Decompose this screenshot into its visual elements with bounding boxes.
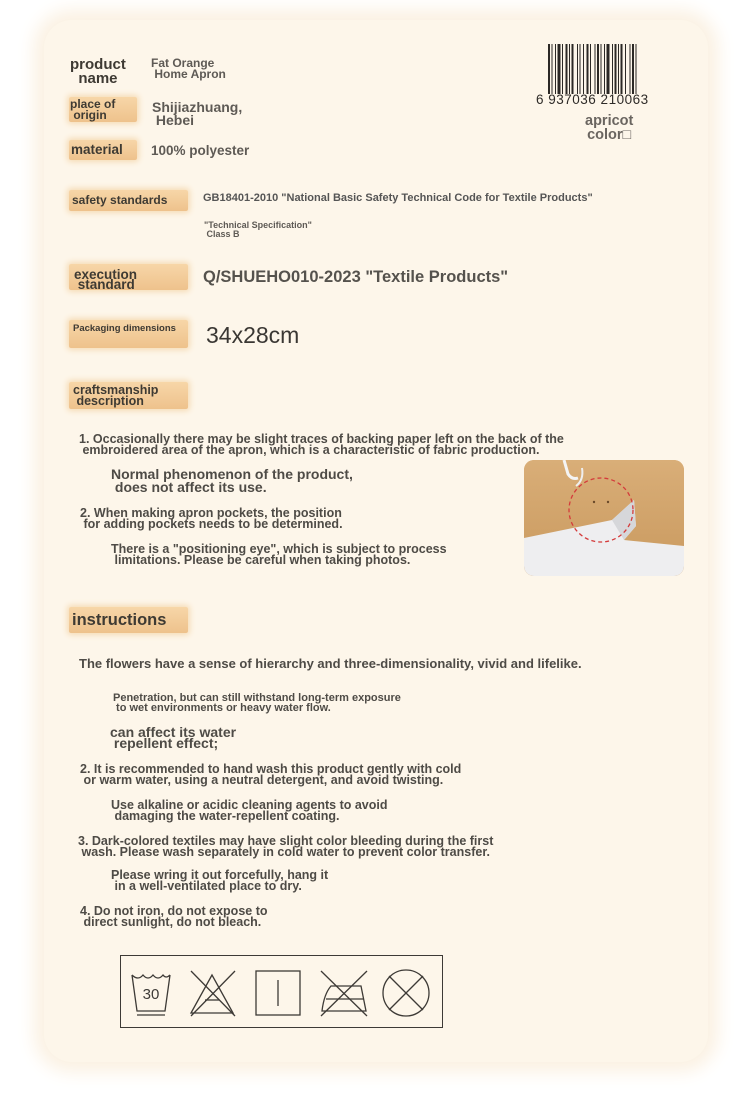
craftsmanship-item-2: 2. When making apron pockets, the position for adding pockets needs to be determined. — [80, 506, 343, 531]
craftsmanship-description-label: craftsmanship description — [69, 382, 188, 409]
no-bleach-icon — [191, 971, 235, 1016]
instructions-item-2-note: Use alkaline or acidic cleaning agents to avoid damaging the water-repellent coating. — [111, 798, 388, 823]
product-name-label: product name — [70, 56, 126, 87]
safety-standards-class: "Technical Specification" Class B — [204, 220, 312, 239]
no-iron-icon — [321, 971, 367, 1016]
packaging-dimensions-value: 34x28cm — [206, 322, 300, 348]
craftsmanship-item-1: 1. Occasionally there may be slight traces of backing paper left on the back of the embroidered area of the apron, which is a characteristic of fabric production. — [79, 432, 564, 457]
instructions-label: instructions — [69, 607, 188, 633]
product-name-value: Fat Orange Home Apron — [151, 56, 226, 81]
place-of-origin-value: Shijiazhuang, Hebei — [152, 99, 243, 128]
instructions-headline: The flowers have a sense of hierarchy and three-dimensionality, vivid and lifelike. — [79, 656, 582, 671]
material-value: 100% polyester — [151, 143, 250, 158]
packaging-dimensions-label: Packaging dimensions — [69, 320, 188, 348]
instructions-item-4: 4. Do not iron, do not expose to direct sunlight, do not bleach. — [80, 904, 268, 929]
no-dry-clean-icon — [383, 970, 429, 1016]
place-of-origin-label: place of origin — [69, 97, 137, 122]
apron-pocket-photo — [524, 460, 684, 576]
instructions-item-3-note: Please wring it out forcefully, hang it in a well-ventilated place to dry. — [111, 868, 329, 893]
barcode-number: 6 937036 210063 — [536, 92, 649, 107]
instructions-item-3: 3. Dark-colored textiles may have slight color bleeding during the first wash. Please wash separately in cold water to prevent color transfer. — [78, 834, 494, 859]
craftsmanship-item-2-note: There is a "positioning eye", which is subject to process limitations. Please be careful when taking photos. — [111, 542, 447, 567]
safety-standards-value: GB18401-2010 "National Basic Safety Technical Code for Textile Products" — [203, 192, 593, 204]
safety-standards-label: safety standards — [69, 190, 188, 211]
instructions-note-b: can affect its water repellent effect; — [110, 724, 237, 751]
color-value: apricot color□ — [585, 113, 634, 143]
care-symbols-box — [120, 955, 443, 1028]
craftsmanship-item-1-note: Normal phenomenon of the product, does not affect its use. — [111, 466, 353, 495]
material-label: material — [69, 140, 137, 160]
barcode — [547, 44, 679, 94]
line-dry-icon — [256, 971, 300, 1015]
execution-standard-label: execution standard — [69, 264, 188, 290]
care-symbols — [121, 956, 444, 1029]
svg-text:30: 30 — [142, 986, 160, 1003]
execution-standard-value: Q/SHUEHO010-2023 "Textile Products" — [203, 268, 509, 286]
instructions-note-a: Penetration, but can still withstand long-term exposure to wet environments or heavy water flow. — [113, 692, 401, 714]
wash-30-icon — [132, 975, 170, 1015]
instructions-item-2: 2. It is recommended to hand wash this product gently with cold or warm water, using a neutral detergent, and avoid twisting. — [80, 762, 462, 787]
apron-pocket-illustration — [524, 460, 684, 576]
